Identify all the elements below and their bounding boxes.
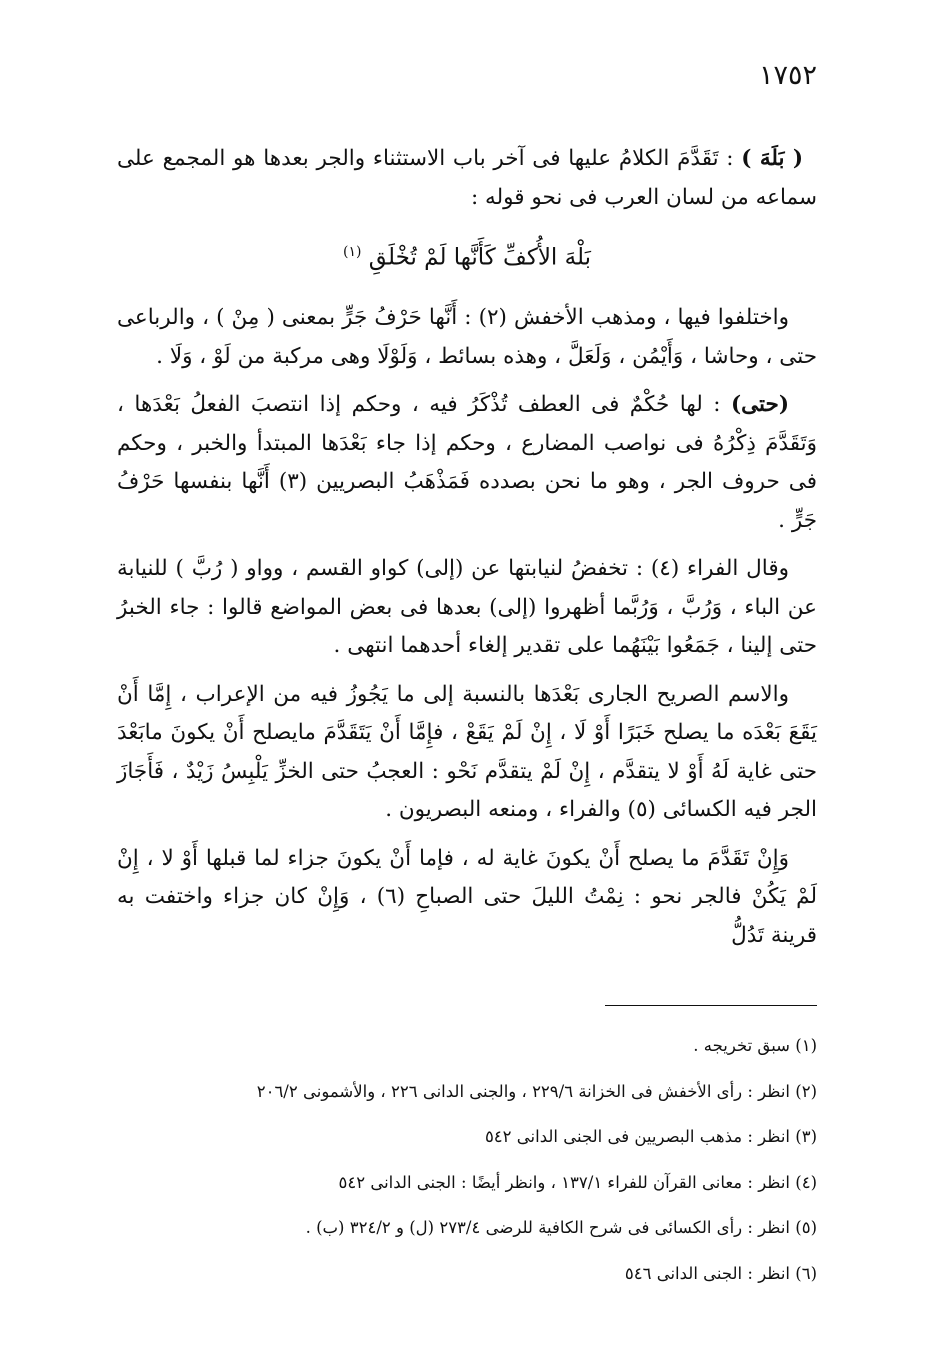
footnote-1: (١) سبق تخريجه . xyxy=(693,1036,817,1055)
page-number: ١٧٥٢ xyxy=(758,60,817,91)
paragraph-ikhtilaf: واختلفوا فيها ، ومذهب الأخفش (٢) : أَنَّها حَرْفُ جَرٍّ بمعنى ( مِنْ ) ، والرباعى حتى ، وحاشا ، وَأَيْمُن ، وَلَعَلَّ ، وهذه بسائط ، وَلَوْلَا وهى مركبة من لَوْ ، وَلَا . xyxy=(117,305,817,369)
main-text xyxy=(117,140,817,965)
footnote-4: (٤) انظر : معانى القرآن للفراء ١٣٧/١ ، وانظر أيضًا : الجنى الدانى ٥٤٢ xyxy=(338,1172,817,1192)
term-hatta: (حتى) xyxy=(730,392,789,418)
paragraph-ism-sarih: والاسم الصريح الجارى بَعْدَها بالنسبة إلى ما يَجُوزُ فيه من الإعراب ، إِمَّا أَنْ يَقَعَ بَعْدَه ما يصلح خَبَرًا أَوْ لَا ، إِنْ لَمْ يَقَعْ ، فإِمَّا أَنْ يَتَقَدَّمَ مايصلح أَنْ يكونَ مابَعْدَ حتى غاية لَهُ أَوْ لا يتقدَّم ، إِنْ لَمْ يتقدَّم نَحْو : العجبُ حتى الخزِّ يَلْبِسُ زَيْدٌ ، فَأَجَازَ الجر فيه الكسائى (٥) والفراء ، ومنعه البصريون . xyxy=(117,681,817,823)
paragraph-hatta xyxy=(117,386,817,540)
term-balah: ( بَلَهَ ) xyxy=(741,146,803,171)
paragraph-balah xyxy=(117,140,817,217)
footnote-6: (٦) انظر : الجنى الدانى ٥٤٦ xyxy=(624,1263,817,1283)
paragraph-taqaddama: وَإِنْ تَقَدَّمَ ما يصلح أَنْ يكونَ غاية له ، فإما أَنْ يكونَ جزاء لما قبلها أَوْ لا ، إِنْ لَمْ يَكُنْ فالجر نحو : نِمْتُ الليلَ حتى الصباحِ (٦) ، وَإِنْ كان جزاء واختفت به قرينة تَدُلُّ xyxy=(117,845,818,948)
verse-text: بَلْهَ الأُكفِّ كَأَنَّها لَمْ تُخْلَقِ xyxy=(368,244,591,271)
footnote-5: (٥) انظر : رأى الكسائى فى شرح الكافية للرضى ٢٧٣/٤ (ل) و ٣٢٤/٢ (ب) . xyxy=(305,1218,817,1237)
poetry-verse xyxy=(117,233,817,277)
footnote-marker: (١) xyxy=(343,244,362,260)
paragraph-text: : تَقَدَّمَ الكلامُ عليها فى آخر باب الاستثناء والجر بعدها هو المجمع على سماعه من لسان العرب فى نحو قوله : xyxy=(117,146,817,210)
footnotes xyxy=(117,1023,817,1296)
paragraph-farra: وقال الفراء (٤) : تخفضُ لنيابتها عن (إلى) كواو القسم ، وواو ( رُبَّ ) للنيابة عن الباء ، وَرُبَّ ، وَرُبَّما أظهروا (إلى) بعدها فى بعض المواضع قالوا : جاء الخبرُ حتى إلينا ، جَمَعُوا بَيْنَهُما على تقدير إلغاء أحدهما انتهى . xyxy=(117,556,817,659)
footnote-2: (٢) انظر : رأى الأخفش فى الخزانة ٢٢٩/٦ ، والجنى الدانى ٢٢٦ ، والأشمونى ٢٠٦/٢ xyxy=(256,1081,817,1101)
paragraph-text: : لها حُكْمٌ فى العطف تُذْكَرُ فيه ، وحكم إذا انتصبَ الفعلُ بَعْدَها ، وَتَقَدَّمَ ذِكْرُهُ فى نواصب المضارع ، وحكم إذا جاء بَعْدَها المبتدأ والخبر ، وحكم فى حروف الجر ، وهو ما نحن بصدده فَمَذْهَبُ البصريين (٣) أَنَّها بنفسها حَرْفُ جَرٍّ . xyxy=(117,392,817,533)
footnote-3: (٣) انظر : مذهب البصريين فى الجنى الدانى ٥٤٢ xyxy=(484,1127,817,1146)
footnote-divider xyxy=(605,1005,817,1006)
